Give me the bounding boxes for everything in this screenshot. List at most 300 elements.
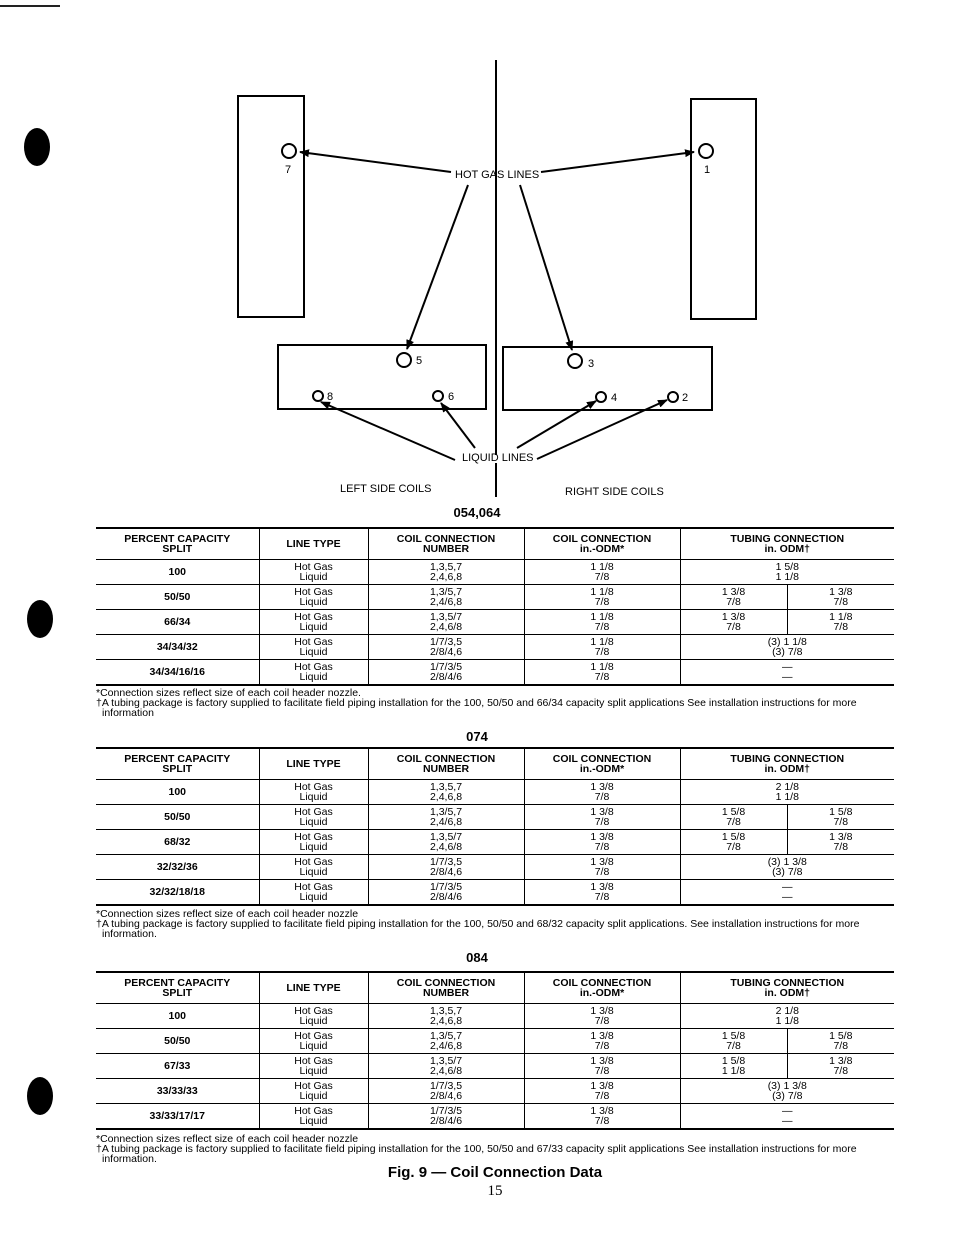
line-type-value: Hot Gas (294, 1030, 333, 1042)
coil-odm-value: 1 3/8 (590, 831, 614, 843)
coil-number-cell (368, 1004, 524, 1029)
left-vertical-coil (238, 96, 304, 317)
tubing-value: — (782, 891, 793, 903)
tubing-left-cell (680, 805, 787, 830)
coil-odm-value: 1 3/8 (590, 781, 614, 793)
line-type-value: Hot Gas (294, 856, 333, 868)
coil-number-value: 2,4,6/8 (429, 621, 463, 633)
header-line: in.-ODM* (579, 543, 625, 555)
split-cell (96, 585, 259, 610)
tubing-value: 7/8 (726, 596, 741, 608)
right-horizontal-coil (503, 347, 712, 410)
coil-odm-cell (524, 1104, 680, 1130)
line-type-value: Hot Gas (294, 611, 333, 623)
line-type-value: Liquid (299, 1065, 328, 1077)
line-type-value: Liquid (299, 671, 328, 683)
table-row (96, 1029, 894, 1054)
header-line: LINE TYPE (286, 982, 341, 994)
coil-odm-value: 7/8 (594, 571, 610, 583)
split-value: 32/32/36 (156, 861, 198, 873)
split-cell (96, 1029, 259, 1054)
note-information: information. (102, 928, 157, 940)
tubing-right-cell (787, 610, 894, 635)
connection-4 (596, 392, 606, 402)
line-type-cell (259, 1079, 368, 1104)
coil-number-value: 1,3,5/7 (429, 1055, 463, 1067)
tubing-value: 1 5/8 (721, 831, 746, 843)
line-type-cell (259, 1029, 368, 1054)
note-tubing-package: †A tubing package is factory supplied to facilitate field piping installation for the 100, 50/50 and 67/33 capacity split applications See installation instructions for more (96, 1143, 857, 1155)
note-tubing-package: †A tubing package is factory supplied to facilitate field piping installation for the 100, 50/50 and 68/32 capacity split applications. See installation instructions for more (96, 918, 860, 930)
header-line: COIL CONNECTION (396, 977, 496, 989)
tubing-value: — (782, 671, 793, 683)
note-connection-sizes: *Connection sizes reflect size of each coil header nozzle. (96, 687, 361, 699)
line-type-cell (259, 560, 368, 585)
tubing-value: — (782, 881, 793, 893)
tubing-value: 1 3/8 (829, 586, 853, 598)
split-value: 50/50 (164, 591, 191, 603)
table-row (96, 780, 894, 805)
split-cell (96, 780, 259, 805)
split-cell (96, 1079, 259, 1104)
table-row (96, 1104, 894, 1130)
tubing-value: (3) 7/8 (772, 646, 803, 658)
connection-label-3: 3 (588, 358, 595, 370)
header-coil-connection-odm (524, 972, 680, 1004)
coil-odm-cell (524, 855, 680, 880)
coil-number-value: 2/8/4/6 (429, 671, 463, 683)
tubing-value: 1 5/8 (721, 1030, 746, 1042)
tubing-value: 1 3/8 (721, 586, 746, 598)
coil-number-cell (368, 880, 524, 906)
tubing-value: (3) 1 3/8 (767, 1080, 807, 1092)
header-coil-connection-number (368, 972, 524, 1004)
header-percent-capacity-split (96, 972, 259, 1004)
coil-number-value: 1/7/3,5 (429, 856, 463, 868)
coil-odm-value: 1 3/8 (590, 881, 614, 893)
coil-odm-value: 7/8 (594, 841, 610, 853)
coil-odm-value: 7/8 (594, 596, 610, 608)
tubing-cell (680, 855, 894, 880)
split-value: 32/32/18/18 (149, 886, 205, 898)
model-heading-084: 084 (466, 950, 488, 965)
split-cell (96, 1054, 259, 1079)
coil-number-value: 1,3/5,7 (429, 1030, 463, 1042)
coil-number-cell (368, 855, 524, 880)
coil-odm-value: 7/8 (594, 1115, 610, 1127)
coil-connection-table-084 (96, 971, 894, 1130)
split-cell (96, 1004, 259, 1029)
tubing-right-cell (787, 585, 894, 610)
coil-odm-value: 1 3/8 (590, 856, 614, 868)
table-row (96, 830, 894, 855)
line-type-value: Liquid (299, 1040, 328, 1052)
connection-1 (699, 144, 713, 158)
line-type-value: Hot Gas (294, 881, 333, 893)
split-value: 100 (168, 786, 187, 798)
header-line: COIL CONNECTION (396, 753, 496, 765)
header-line: PERCENT CAPACITY (124, 533, 231, 545)
tubing-value: 1 5/8 (829, 806, 853, 818)
coil-odm-cell (524, 560, 680, 585)
coil-number-value: 1/7/3,5 (429, 636, 463, 648)
line-type-value: Hot Gas (294, 1005, 333, 1017)
tubing-value: 1 5/8 (721, 1055, 746, 1067)
tubing-value: 1 5/8 (721, 806, 746, 818)
tubing-value: (3) 7/8 (772, 1090, 803, 1102)
tubing-cell (680, 635, 894, 660)
liquid-leader-8 (321, 402, 455, 460)
header-line: NUMBER (422, 763, 470, 775)
coil-odm-value: 7/8 (594, 866, 610, 878)
line-type-value: Liquid (299, 596, 328, 608)
line-type-value: Hot Gas (294, 1105, 333, 1117)
coil-number-value: 2,4,6,8 (429, 791, 463, 803)
tubing-left-cell (680, 1029, 787, 1054)
coil-number-value: 2,4,6,8 (429, 571, 463, 583)
tubing-value: 1 1/8 (775, 1015, 799, 1027)
coil-odm-cell (524, 880, 680, 906)
header-line: TUBING CONNECTION (730, 753, 845, 765)
line-type-cell (259, 780, 368, 805)
coil-odm-cell (524, 805, 680, 830)
coil-number-cell (368, 610, 524, 635)
tubing-right-cell (787, 1054, 894, 1079)
tubing-cell (680, 1079, 894, 1104)
punch-hole-middle (27, 600, 53, 638)
coil-number-value: 2/8/4/6 (429, 891, 463, 903)
coil-number-value: 1/7/3/5 (429, 1105, 463, 1117)
tubing-value: 1 5/8 (829, 1030, 853, 1042)
tubing-value: 1 1/8 (721, 1065, 746, 1077)
tubing-cell (680, 880, 894, 906)
coil-number-cell (368, 585, 524, 610)
right-side-coils-label: RIGHT SIDE COILS (565, 486, 664, 498)
note-information: information (102, 707, 154, 719)
line-type-value: Liquid (299, 571, 328, 583)
tubing-value: 7/8 (833, 816, 849, 828)
table-row (96, 805, 894, 830)
coil-odm-value: 1 3/8 (590, 1055, 614, 1067)
coil-number-cell (368, 1104, 524, 1130)
header-line: COIL CONNECTION (396, 533, 496, 545)
header-tubing-connection (680, 748, 894, 780)
page-number: 15 (487, 1183, 503, 1199)
tubing-value: — (782, 1105, 793, 1117)
line-type-value: Hot Gas (294, 561, 333, 573)
note-information: information. (102, 1153, 157, 1165)
coil-odm-value: 1 1/8 (590, 636, 614, 648)
coil-odm-value: 7/8 (594, 1015, 610, 1027)
split-value: 68/32 (164, 836, 191, 848)
split-value: 50/50 (164, 1035, 191, 1047)
tubing-left-cell (680, 830, 787, 855)
tubing-value: — (782, 661, 793, 673)
line-type-cell (259, 1054, 368, 1079)
header-line: PERCENT CAPACITY (124, 977, 231, 989)
coil-number-value: 1,3,5,7 (429, 561, 463, 573)
coil-odm-cell (524, 610, 680, 635)
line-type-value: Liquid (299, 646, 328, 658)
split-value: 33/33/17/17 (149, 1110, 205, 1122)
table-row (96, 635, 894, 660)
note-connection-sizes: *Connection sizes reflect size of each coil header nozzle (96, 908, 359, 920)
note-tubing-package: †A tubing package is factory supplied to facilitate field piping installation for the 100, 50/50 and 66/34 capacity split applications See installation instructions for more (96, 697, 857, 709)
line-type-cell (259, 830, 368, 855)
tubing-right-cell (787, 1029, 894, 1054)
coil-odm-cell (524, 780, 680, 805)
line-type-value: Hot Gas (294, 1080, 333, 1092)
coil-odm-value: 7/8 (594, 891, 610, 903)
header-tubing-connection (680, 972, 894, 1004)
tubing-value: (3) 1 1/8 (767, 636, 807, 648)
line-type-cell (259, 1004, 368, 1029)
table-row (96, 610, 894, 635)
split-cell (96, 1104, 259, 1130)
hot-gas-leader-7 (300, 152, 451, 172)
tubing-value: 7/8 (726, 1040, 741, 1052)
split-cell (96, 830, 259, 855)
tubing-cell (680, 1004, 894, 1029)
line-type-value: Liquid (299, 1015, 328, 1027)
header-line: in. ODM† (764, 763, 810, 775)
coil-odm-value: 7/8 (594, 1040, 610, 1052)
tubing-value: 2 1/8 (775, 1005, 799, 1017)
split-value: 34/34/32 (156, 641, 198, 653)
tubing-value: 7/8 (833, 1040, 849, 1052)
split-cell (96, 660, 259, 686)
split-value: 100 (168, 1010, 187, 1022)
connection-label-1: 1 (704, 164, 711, 176)
header-line: LINE TYPE (286, 758, 341, 770)
connection-label-6: 6 (448, 391, 455, 403)
table-row (96, 1054, 894, 1079)
tubing-cell (680, 1104, 894, 1130)
tubing-value: 1 3/8 (721, 611, 746, 623)
coil-connection-diagram (0, 0, 954, 520)
line-type-value: Hot Gas (294, 831, 333, 843)
tubing-right-cell (787, 830, 894, 855)
coil-number-cell (368, 660, 524, 686)
header-percent-capacity-split (96, 528, 259, 560)
header-coil-connection-odm (524, 528, 680, 560)
line-type-value: Hot Gas (294, 781, 333, 793)
split-cell (96, 855, 259, 880)
connection-label-4: 4 (611, 392, 618, 404)
connection-8 (313, 391, 323, 401)
line-type-cell (259, 635, 368, 660)
connection-7 (282, 144, 296, 158)
coil-number-value: 2,4,6,8 (429, 1015, 463, 1027)
coil-odm-value: 1 1/8 (590, 611, 614, 623)
coil-odm-value: 7/8 (594, 791, 610, 803)
tubing-value: 7/8 (833, 1065, 849, 1077)
coil-number-value: 1,3/5,7 (429, 806, 463, 818)
tubing-left-cell (680, 610, 787, 635)
coil-odm-cell (524, 1004, 680, 1029)
hot-gas-leader-5 (407, 185, 468, 349)
coil-odm-value: 1 1/8 (590, 661, 614, 673)
line-type-value: Hot Gas (294, 636, 333, 648)
coil-number-cell (368, 1079, 524, 1104)
connection-label-5: 5 (416, 355, 423, 367)
note-connection-sizes: *Connection sizes reflect size of each coil header nozzle (96, 1133, 359, 1145)
hot-gas-lines-label: HOT GAS LINES (455, 169, 540, 181)
tubing-value: 7/8 (726, 816, 741, 828)
tubing-value: 1 3/8 (829, 1055, 853, 1067)
coil-odm-cell (524, 635, 680, 660)
coil-number-cell (368, 1054, 524, 1079)
connection-label-2: 2 (682, 392, 689, 404)
coil-number-value: 2/8/4/6 (429, 1115, 463, 1127)
coil-number-value: 1,3,5/7 (429, 831, 463, 843)
liquid-lines-label: LIQUID LINES (462, 452, 534, 464)
coil-number-value: 1,3,5/7 (429, 611, 463, 623)
line-type-value: Hot Gas (294, 586, 333, 598)
coil-odm-cell (524, 585, 680, 610)
coil-number-value: 1,3,5,7 (429, 1005, 463, 1017)
coil-odm-cell (524, 1054, 680, 1079)
coil-odm-value: 1 3/8 (590, 1030, 614, 1042)
coil-number-value: 2/8/4,6 (429, 866, 463, 878)
connection-6 (433, 391, 443, 401)
tubing-value: 1 5/8 (775, 561, 799, 573)
left-side-coils-label: LEFT SIDE COILS (340, 483, 432, 495)
split-value: 50/50 (164, 811, 191, 823)
liquid-leader-4 (517, 401, 596, 448)
tubing-value: — (782, 1115, 793, 1127)
table-row (96, 560, 894, 585)
coil-odm-value: 1 3/8 (590, 1105, 614, 1117)
header-line: NUMBER (422, 987, 470, 999)
header-line: in.-ODM* (579, 763, 625, 775)
tubing-value: 7/8 (833, 841, 849, 853)
coil-odm-value: 7/8 (594, 671, 610, 683)
coil-number-cell (368, 1029, 524, 1054)
line-type-cell (259, 880, 368, 906)
coil-odm-value: 7/8 (594, 1090, 610, 1102)
coil-number-value: 2,4/6,8 (429, 816, 463, 828)
table-row (96, 585, 894, 610)
coil-odm-cell (524, 1079, 680, 1104)
header-tubing-connection (680, 528, 894, 560)
coil-odm-value: 7/8 (594, 1065, 610, 1077)
header-line: TUBING CONNECTION (730, 533, 845, 545)
coil-number-value: 1,3/5,7 (429, 586, 463, 598)
model-heading-074: 074 (466, 729, 488, 744)
tubing-value: 7/8 (726, 621, 741, 633)
header-line-type (259, 528, 368, 560)
tubing-value: (3) 7/8 (772, 866, 803, 878)
coil-number-cell (368, 830, 524, 855)
header-line: COIL CONNECTION (552, 753, 652, 765)
header-coil-connection-number (368, 748, 524, 780)
coil-number-value: 2,4,6/8 (429, 841, 463, 853)
coil-number-value: 2/8/4,6 (429, 646, 463, 658)
connection-label-7: 7 (285, 164, 292, 176)
coil-odm-value: 1 1/8 (590, 561, 614, 573)
table-row (96, 880, 894, 906)
tubing-right-cell (787, 805, 894, 830)
header-line: SPLIT (162, 987, 193, 999)
line-type-value: Liquid (299, 791, 328, 803)
line-type-cell (259, 1104, 368, 1130)
tubing-value: 1 1/8 (829, 611, 853, 623)
header-line: SPLIT (162, 763, 193, 775)
tubing-cell (680, 780, 894, 805)
table-row (96, 660, 894, 686)
header-coil-connection-number (368, 528, 524, 560)
tubing-left-cell (680, 585, 787, 610)
coil-number-value: 2/8/4,6 (429, 1090, 463, 1102)
table-row (96, 1004, 894, 1029)
line-type-value: Liquid (299, 891, 328, 903)
coil-odm-cell (524, 660, 680, 686)
header-percent-capacity-split (96, 748, 259, 780)
coil-odm-value: 1 3/8 (590, 1080, 614, 1092)
connection-3 (568, 354, 582, 368)
table-row (96, 855, 894, 880)
table-notes-074 (96, 909, 896, 939)
line-type-value: Liquid (299, 1115, 328, 1127)
coil-number-cell (368, 805, 524, 830)
line-type-value: Liquid (299, 621, 328, 633)
liquid-leader-2 (537, 400, 667, 459)
split-cell (96, 635, 259, 660)
tubing-value: 2 1/8 (775, 781, 799, 793)
header-line-type (259, 748, 368, 780)
coil-connection-table-074 (96, 747, 894, 906)
figure-caption: Fig. 9 — Coil Connection Data (387, 1164, 603, 1181)
connection-2 (668, 392, 678, 402)
line-type-cell (259, 660, 368, 686)
tubing-value: 7/8 (726, 841, 741, 853)
coil-number-value: 2,4/6,8 (429, 596, 463, 608)
model-heading-054-064: 054,064 (453, 505, 501, 520)
split-cell (96, 880, 259, 906)
coil-number-value: 2,4,6/8 (429, 1065, 463, 1077)
header-line: SPLIT (162, 543, 193, 555)
coil-number-cell (368, 780, 524, 805)
line-type-value: Hot Gas (294, 1055, 333, 1067)
connection-5 (397, 353, 411, 367)
line-type-value: Hot Gas (294, 806, 333, 818)
line-type-value: Liquid (299, 816, 328, 828)
header-coil-connection-odm (524, 748, 680, 780)
coil-number-value: 1/7/3/5 (429, 661, 463, 673)
split-value: 33/33/33 (156, 1085, 198, 1097)
header-line: NUMBER (422, 543, 470, 555)
split-value: 100 (168, 566, 187, 578)
coil-odm-cell (524, 830, 680, 855)
header-line: in. ODM† (764, 987, 810, 999)
tubing-cell (680, 660, 894, 686)
header-line: in.-ODM* (579, 987, 625, 999)
table-row (96, 1079, 894, 1104)
tubing-cell (680, 560, 894, 585)
punch-hole-bottom (27, 1077, 53, 1115)
header-line: LINE TYPE (286, 538, 341, 550)
coil-odm-value: 7/8 (594, 816, 610, 828)
header-line: COIL CONNECTION (552, 533, 652, 545)
line-type-cell (259, 610, 368, 635)
coil-number-cell (368, 635, 524, 660)
right-vertical-coil (691, 99, 756, 319)
tubing-value: 1 1/8 (775, 571, 799, 583)
coil-odm-value: 7/8 (594, 621, 610, 633)
tubing-value: (3) 1 3/8 (767, 856, 807, 868)
line-type-value: Hot Gas (294, 661, 333, 673)
